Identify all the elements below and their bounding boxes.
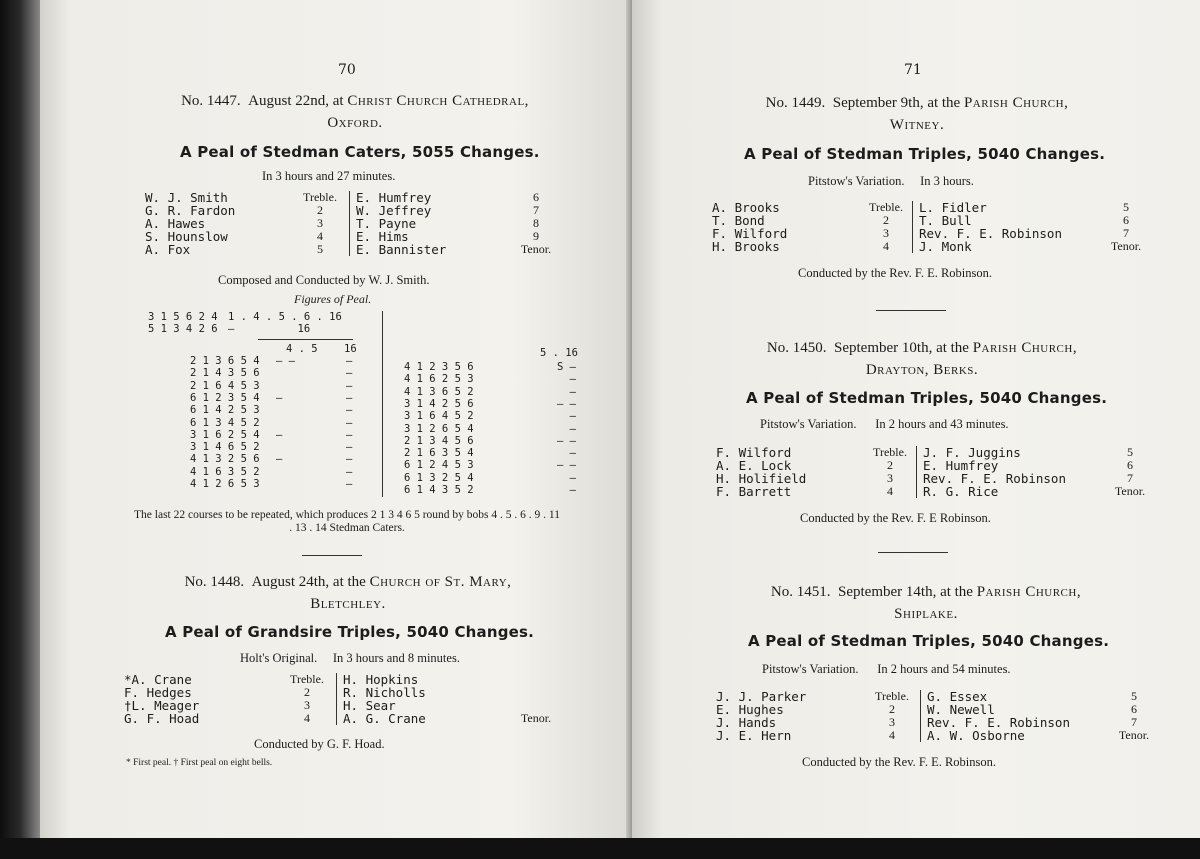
- ringers-band-1447: [145, 191, 564, 256]
- ringer-name: L. Fidler: [913, 201, 1104, 214]
- figure-row: 4 1 6 2 5 3: [404, 373, 474, 386]
- ringers-band-1450: [716, 446, 1153, 498]
- ringer-bell: 5: [1123, 200, 1129, 214]
- peal-place: Parish Church,: [963, 95, 1069, 111]
- peal-title: A Peal of Grandsire Triples, 5040 Changes.: [165, 623, 535, 641]
- ringer-name: S. Hounslow: [145, 229, 228, 244]
- figure-call: —: [569, 422, 576, 435]
- ringer-bell: Treble.: [303, 190, 337, 204]
- ringer-name: G. R. Fardon: [145, 203, 236, 218]
- ringer-bell: Treble.: [869, 200, 903, 214]
- figures-title: Figures of Peal.: [294, 292, 372, 306]
- peal-number: No. 1451.: [770, 584, 831, 600]
- peal-info: [240, 651, 460, 666]
- ringer-name: F. Barrett: [716, 484, 792, 499]
- ringers-table: [716, 446, 1153, 498]
- ringer-bell: 6: [1131, 702, 1137, 716]
- figure-call: —: [346, 404, 353, 417]
- ringer-bell: Tenor.: [1110, 239, 1142, 253]
- ringer-bell: 6: [533, 190, 539, 204]
- ringer-bell: 4: [887, 484, 893, 498]
- peal-1451-header: [706, 581, 1146, 625]
- figures-of-peal: [148, 311, 578, 507]
- peal-title: A Peal of Stedman Triples, 5040 Changes.: [746, 389, 1108, 407]
- ringer-name: *A. Crane: [124, 672, 192, 687]
- figure-call: —: [569, 484, 576, 496]
- section-divider: [302, 555, 362, 556]
- ringer-bell: Treble.: [873, 445, 907, 459]
- peal-conductor: Composed and Conducted by W. J. Smith.: [218, 273, 430, 287]
- ringer-bell: 7: [1131, 715, 1137, 729]
- ringer-bell: 4: [317, 229, 323, 243]
- ringer-bell: 7: [533, 203, 539, 217]
- peal-title: A Peal of Stedman Triples, 5040 Changes.: [744, 145, 1106, 163]
- ringer-bell: Tenor.: [520, 711, 552, 725]
- ringer-bell: Tenor.: [1118, 728, 1150, 742]
- peal-conductor: Conducted by G. F. Hoad.: [254, 737, 385, 751]
- figure-calls: — 16: [228, 323, 311, 336]
- ringer-name: A. Brooks: [712, 200, 780, 215]
- ringer-bell: 3: [317, 216, 323, 230]
- ringers-table: [145, 191, 564, 256]
- ringer-bell: Tenor.: [520, 242, 552, 256]
- figure-call: —: [346, 379, 353, 392]
- figure-call: —: [276, 453, 283, 466]
- peal-footnote: * First peal. † First peal on eight bells.: [126, 758, 273, 768]
- figure-row: 6 1 4 2 5 3: [190, 404, 260, 417]
- figure-row: 4 1 2 6 5 3: [190, 478, 260, 490]
- ringers-band-1448: [124, 673, 571, 725]
- peal-place-line2: Witney.: [889, 117, 945, 133]
- figure-row: 3 1 4 2 5 6: [404, 397, 474, 410]
- figure-row: 4 1 3 6 5 2: [404, 385, 474, 398]
- ringer-name: J. Monk: [913, 240, 1104, 253]
- ringer-bell: 4: [889, 728, 895, 742]
- figure-call: —: [346, 453, 353, 466]
- ringer-bell: Treble.: [875, 689, 909, 703]
- ringer-bell: 3: [883, 226, 889, 240]
- ringer-name: Rev. F. E. Robinson: [921, 716, 1112, 729]
- ringer-row: [145, 243, 564, 256]
- ringer-row: [145, 230, 564, 243]
- ringer-name: E. Hughes: [716, 702, 784, 717]
- peal-info: [762, 662, 1011, 677]
- ringer-name: R. Nicholls: [337, 686, 502, 699]
- ringer-name: W. Jeffrey: [350, 204, 509, 217]
- ringer-name: A. Fox: [145, 242, 191, 257]
- peal-place-line2: Bletchley.: [310, 596, 386, 612]
- figure-call: — —: [557, 434, 576, 447]
- peal-date: September 14th, at the: [838, 584, 973, 600]
- figure-call: —: [569, 410, 576, 423]
- peal-place-line2: Drayton, Berks.: [865, 362, 979, 378]
- peal-place: Christ Church Cathedral,: [347, 93, 529, 109]
- ringer-bell: 2: [887, 458, 893, 472]
- figure-call: —: [569, 373, 576, 386]
- ringer-bell: Treble.: [290, 672, 324, 686]
- figures-rule: [258, 339, 353, 340]
- ringer-row: [145, 204, 564, 217]
- figure-row: 6 1 4 3 5 2: [404, 484, 474, 496]
- ringer-bell: 9: [533, 229, 539, 243]
- peal-method: Holt's Original.: [240, 651, 318, 665]
- ringer-name: †L. Meager: [124, 698, 200, 713]
- figures-divider: [382, 311, 383, 497]
- ringer-name: E. Humfrey: [917, 459, 1108, 472]
- figure-call: —: [346, 441, 353, 454]
- peal-method: Pitstow's Variation.: [760, 417, 857, 431]
- ringer-name: T. Bull: [913, 214, 1104, 227]
- ringer-bell: 7: [1123, 226, 1129, 240]
- figure-call: —: [346, 367, 353, 380]
- figure-row: 4 1 2 3 5 6: [404, 361, 474, 373]
- ringer-name: A. Hawes: [145, 216, 206, 231]
- ringer-name: R. G. Rice: [917, 485, 1108, 498]
- figures-footnote: The last 22 courses to be repeated, which produces 2 1 3 4 6 5 round by bobs 4 . 5 . 6 . 9 . 11 . 13 . 14 Stedman Caters.: [134, 509, 560, 534]
- ringer-bell: 2: [317, 203, 323, 217]
- ringer-bell: [501, 673, 571, 686]
- page-number: 71: [904, 62, 922, 78]
- ringer-name: W. J. Smith: [145, 190, 228, 205]
- ringer-name: W. Newell: [921, 703, 1112, 716]
- peal-conductor: Conducted by the Rev. F. E Robinson.: [800, 511, 991, 525]
- figure-row: 6 1 2 3 5 4: [190, 391, 260, 404]
- peal-1450-header: [702, 337, 1142, 381]
- left-page: [40, 0, 632, 845]
- ringer-name: E. Bannister: [350, 243, 509, 256]
- ringer-name: E. Hims: [350, 230, 509, 243]
- ringer-name: H. Hopkins: [337, 673, 502, 686]
- peal-title: A Peal of Stedman Caters, 5055 Changes.: [180, 143, 540, 161]
- ringer-bell: 5: [1131, 689, 1137, 703]
- figure-row: 3 1 6 2 5 4: [190, 428, 260, 441]
- figure-call: —: [346, 355, 353, 367]
- figure-call: —: [346, 391, 353, 404]
- ringer-name: G. Essex: [921, 690, 1112, 703]
- figure-call: —: [569, 471, 576, 484]
- ringer-row: [716, 729, 1157, 742]
- peal-info: In 3 hours and 27 minutes.: [262, 169, 396, 183]
- figure-row: 2 1 6 3 5 4: [404, 447, 474, 460]
- ringer-name: H. Brooks: [712, 239, 780, 254]
- ringer-bell: [501, 686, 571, 699]
- peal-place: Parish Church,: [976, 584, 1082, 600]
- peal-place: Parish Church,: [972, 340, 1078, 356]
- figure-call: —: [346, 416, 353, 429]
- ringer-bell: 8: [533, 216, 539, 230]
- ringer-bell: 4: [304, 711, 310, 725]
- figures-col-head: 16: [344, 343, 357, 355]
- figure-call: — —: [557, 397, 576, 410]
- ringers-table: [124, 673, 571, 725]
- peal-number: No. 1450.: [766, 340, 827, 356]
- peal-date: August 24th, at the: [251, 574, 366, 590]
- figure-call: — —: [276, 355, 295, 367]
- ringer-bell: 6: [1123, 213, 1129, 227]
- figure-call: —: [346, 465, 353, 478]
- ringer-bell: 2: [304, 685, 310, 699]
- figures-col-head: 5 . 16: [540, 347, 578, 359]
- ringer-name: F. Wilford: [712, 226, 788, 241]
- section-divider: [878, 552, 948, 553]
- ringer-row: [716, 485, 1153, 498]
- peal-place-line2: Oxford.: [327, 115, 383, 131]
- peal-date: August 22nd, at: [248, 93, 344, 109]
- ringer-name: J. F. Juggins: [917, 446, 1108, 459]
- peal-info: [760, 417, 1009, 432]
- figure-row: 2 1 4 3 5 6: [190, 367, 260, 380]
- ringer-bell: Tenor.: [1114, 484, 1146, 498]
- page-number: 70: [338, 62, 356, 78]
- peal-duration: In 3 hours and 8 minutes.: [332, 651, 460, 665]
- ringer-name: A. E. Lock: [716, 458, 792, 473]
- figure-row: 2 1 3 6 5 4: [190, 355, 260, 367]
- peal-duration: In 2 hours and 43 minutes.: [875, 417, 1009, 431]
- ringer-name: F. Hedges: [124, 685, 192, 700]
- peal-conductor: Conducted by the Rev. F. E. Robinson.: [802, 755, 997, 769]
- peal-date: September 9th, at the: [832, 95, 961, 111]
- peal-method: Pitstow's Variation.: [762, 662, 859, 676]
- ringer-bell: 3: [304, 698, 310, 712]
- ringer-row: [124, 712, 571, 725]
- peal-number: No. 1448.: [184, 574, 245, 590]
- right-page: [632, 0, 1200, 845]
- peal-place: Church of St. Mary,: [369, 574, 512, 590]
- ringer-name: A. W. Osborne: [921, 729, 1112, 742]
- figure-calls: 1 . 4 . 5 . 6 . 16: [228, 311, 342, 323]
- figure-row: 6 1 3 4 5 2: [190, 416, 260, 429]
- ringer-row: [712, 240, 1149, 253]
- peal-info: [808, 174, 974, 189]
- ringer-name: T. Bond: [712, 213, 765, 228]
- ringer-bell: 5: [1127, 445, 1133, 459]
- peal-method: Pitstow's Variation.: [808, 174, 905, 188]
- figure-row: 4 1 3 2 5 6: [190, 453, 260, 466]
- figure-row: 5 1 3 4 2 6: [148, 323, 218, 336]
- figure-row: 3 1 6 4 5 2: [404, 410, 474, 423]
- figure-row: 3 1 5 6 2 4: [148, 311, 218, 323]
- peal-duration: In 2 hours and 54 minutes.: [877, 662, 1011, 676]
- peal-date: September 10th, at the: [834, 340, 969, 356]
- ringer-name: H. Holifield: [716, 471, 807, 486]
- figure-row: 6 1 2 4 5 3: [404, 459, 474, 472]
- figure-call: —: [346, 428, 353, 441]
- figure-row: 4 1 6 3 5 2: [190, 465, 260, 478]
- ringer-name: Rev. F. E. Robinson: [917, 472, 1108, 485]
- ringers-table: [716, 690, 1157, 742]
- ringer-bell: 4: [883, 239, 889, 253]
- ringer-name: H. Sear: [337, 699, 502, 712]
- ringer-bell: 2: [883, 213, 889, 227]
- ringer-name: E. Humfrey: [350, 191, 509, 204]
- ringer-name: F. Wilford: [716, 445, 792, 460]
- section-divider: [876, 310, 946, 311]
- figure-call: — —: [557, 459, 576, 472]
- peal-place-line2: Shiplake.: [894, 606, 958, 622]
- figure-row: 3 1 4 6 5 2: [190, 441, 260, 454]
- ringer-name: Rev. F. E. Robinson: [913, 227, 1104, 240]
- peal-1449-header: [702, 92, 1132, 136]
- figure-row: 3 1 2 6 5 4: [404, 422, 474, 435]
- figure-call: —: [276, 428, 283, 441]
- ringer-bell: 7: [1127, 471, 1133, 485]
- figure-row: 2 1 6 4 5 3: [190, 379, 260, 392]
- ringer-name: J. J. Parker: [716, 689, 807, 704]
- ringers-band-1449: [712, 201, 1149, 253]
- ringer-bell: 3: [887, 471, 893, 485]
- figure-call: —: [569, 385, 576, 398]
- ringer-name: G. F. Hoad: [124, 711, 200, 726]
- figure-call: —: [346, 478, 353, 490]
- ringer-name: J. E. Hern: [716, 728, 792, 743]
- peal-duration: In 3 hours.: [920, 174, 974, 188]
- peal-1448-header: [128, 571, 568, 615]
- ringer-name: T. Payne: [350, 217, 509, 230]
- ringer-bell: 6: [1127, 458, 1133, 472]
- figure-call: S —: [557, 361, 576, 373]
- scan-bottom-edge: [0, 838, 1200, 859]
- ringers-band-1451: [716, 690, 1157, 742]
- figures-col-head: 4 . 5: [286, 343, 318, 355]
- figure-row: 2 1 3 4 5 6: [404, 434, 474, 447]
- figure-call: —: [276, 391, 283, 404]
- ringer-bell: 5: [317, 242, 323, 256]
- peal-1447-header: [140, 90, 570, 134]
- peal-conductor: Conducted by the Rev. F. E. Robinson.: [798, 266, 993, 280]
- figure-row: 6 1 3 2 5 4: [404, 471, 474, 484]
- ringer-name: A. G. Crane: [337, 712, 502, 725]
- ringer-bell: 2: [889, 702, 895, 716]
- figure-call: —: [569, 447, 576, 460]
- peal-title: A Peal of Stedman Triples, 5040 Changes.: [748, 632, 1110, 650]
- peal-number: No. 1447.: [181, 93, 241, 109]
- ringer-name: J. Hands: [716, 715, 777, 730]
- ringers-table: [712, 201, 1149, 253]
- peal-number: No. 1449.: [765, 95, 826, 111]
- ringer-bell: 3: [889, 715, 895, 729]
